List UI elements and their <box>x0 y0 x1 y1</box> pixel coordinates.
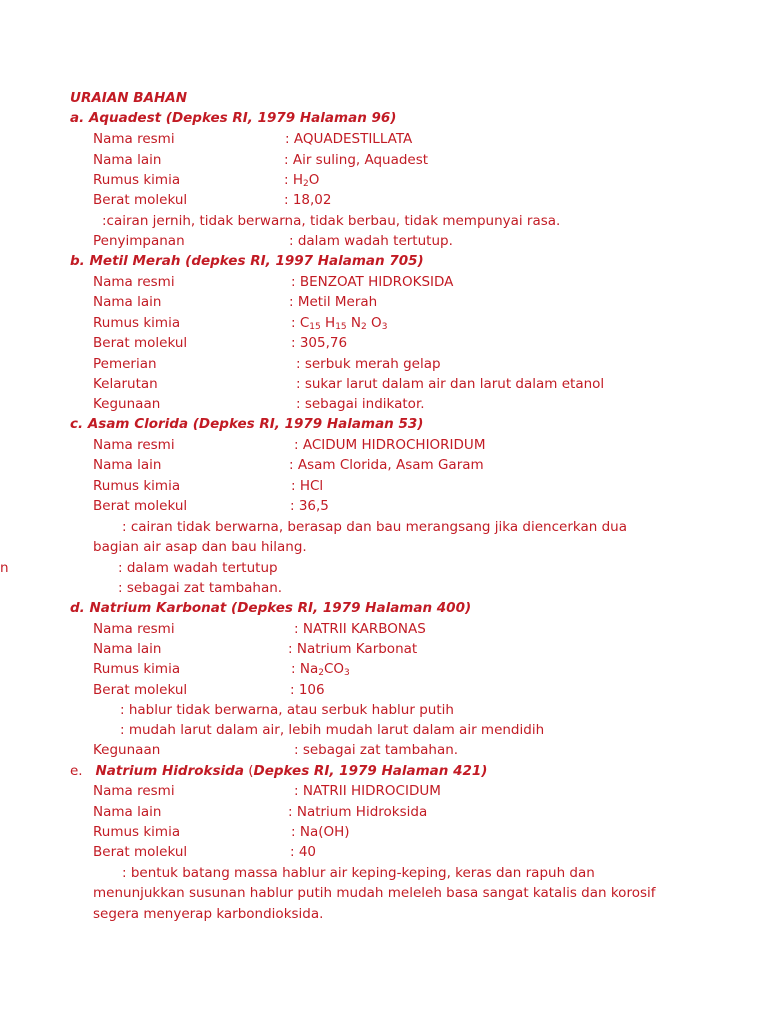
row-label: Penyimpanan <box>93 233 185 249</box>
row-value: : BENZOAT HIDROKSIDA <box>291 274 454 290</box>
row-value: : sukar larut dalam air dan larut dalam etanol <box>296 376 605 392</box>
section-heading-metil-merah: b. Metil Merah (depkes RI, 1997 Halaman 705) <box>70 253 424 269</box>
row-label: Nama resmi <box>93 437 175 453</box>
row-value: : AQUADESTILLATA <box>285 131 413 147</box>
row-value: : NATRII HIDROCIDUM <box>294 783 441 799</box>
row-label: Nama resmi <box>93 131 175 147</box>
row-value: : 36,5 <box>290 498 329 514</box>
row-value: : 40 <box>290 844 317 860</box>
row-label: Nama resmi <box>93 274 175 290</box>
row-label: Berat molekul <box>93 682 188 698</box>
row-label: Nama lain <box>93 152 162 168</box>
row-pemerian-text: : bentuk batang massa hablur air keping-keping, keras dan rapuh dan <box>122 865 595 881</box>
row-label: Nama lain <box>93 294 162 310</box>
row-value: : serbuk merah gelap <box>296 356 441 372</box>
row-label: Berat molekul <box>93 335 188 351</box>
row-value: : Natrium Hidroksida <box>288 804 428 820</box>
row-value: : 106 <box>290 682 325 698</box>
row-pemerian-end: segera menyerap karbondioksida. <box>93 906 324 922</box>
row-label: Berat molekul <box>93 498 188 514</box>
row-value: : $Na_2CO_3$ <box>291 661 350 678</box>
row-label: Nama lain <box>93 804 162 820</box>
row-pemerian-continued: bagian air asap dan bau hilang. <box>93 539 307 555</box>
row-value: : Asam Clorida, Asam Garam <box>289 457 484 473</box>
row-value: : Natrium Karbonat <box>288 641 418 657</box>
row-value: : Na(OH) <box>291 824 350 840</box>
row-label: Pemerian <box>93 356 157 372</box>
row-value: : $H_2O$ <box>284 172 320 189</box>
row-pemerian-continued: menunjukkan susunan hablur putih mudah meleleh basa sangat katalis dan korosif <box>93 885 656 901</box>
row-value: : ACIDUM HIDROCHIORIDUM <box>294 437 486 453</box>
row-label: Rumus kimia <box>93 824 181 840</box>
row-label: Berat molekul <box>93 844 188 860</box>
row-value: : 305,76 <box>291 335 348 351</box>
row-label: Rumus kimia <box>93 661 181 677</box>
row-label: Rumus kimia <box>93 478 181 494</box>
row-value: : NATRII KARBONAS <box>294 621 426 637</box>
row-pemerian-text: : hablur tidak berwarna, atau serbuk hablur putih <box>120 702 454 718</box>
row-value: : $C_{15}$ $H_{15}$ $N_2$ $O_3$ <box>291 315 388 332</box>
row-label-cut: n <box>0 560 9 576</box>
row-label: Nama resmi <box>93 783 175 799</box>
section-heading-asam-clorida: c. Asam Clorida (Depkes RI, 1979 Halaman 53) <box>70 416 424 432</box>
row-pemerian-text: :cairan jernih, tidak berwarna, tidak berbau, tidak mempunyai rasa. <box>102 213 561 229</box>
row-value: : dalam wadah tertutup <box>118 560 278 576</box>
row-label: Nama resmi <box>93 621 175 637</box>
row-label: Rumus kimia <box>93 315 181 331</box>
row-label: Nama lain <box>93 457 162 473</box>
section-heading-natrium-hidroksida: e. Natrium Hidroksida (Depkes RI, 1979 Halaman 421) <box>70 763 488 779</box>
row-label: Nama lain <box>93 641 162 657</box>
document-title: URAIAN BAHAN <box>70 90 188 106</box>
row-pemerian-text: : cairan tidak berwarna, berasap dan bau merangsang jika diencerkan dua <box>122 519 627 535</box>
row-label: Kegunaan <box>93 396 161 412</box>
row-label: Rumus kimia <box>93 172 181 188</box>
section-heading-aquadest: a. Aquadest (Depkes RI, 1979 Halaman 96) <box>70 110 397 126</box>
row-label: Berat molekul <box>93 192 188 208</box>
row-label: Kelarutan <box>93 376 158 392</box>
row-value: : 18,02 <box>284 192 332 208</box>
row-value: : sebagai zat tambahan. <box>294 742 459 758</box>
row-value: : HCl <box>291 478 324 494</box>
row-kegunaan-text: : sebagai zat tambahan. <box>118 580 283 596</box>
row-value: : Metil Merah <box>289 294 378 310</box>
section-heading-natrium-karbonat: d. Natrium Karbonat (Depkes RI, 1979 Halaman 400) <box>70 600 472 616</box>
row-kelarutan-text: : mudah larut dalam air, lebih mudah larut dalam air mendidih <box>120 722 545 738</box>
row-label: Kegunaan <box>93 742 161 758</box>
row-value: : sebagai indikator. <box>296 396 425 412</box>
row-value: : Air suling, Aquadest <box>284 152 429 168</box>
row-value: : dalam wadah tertutup. <box>289 233 453 249</box>
